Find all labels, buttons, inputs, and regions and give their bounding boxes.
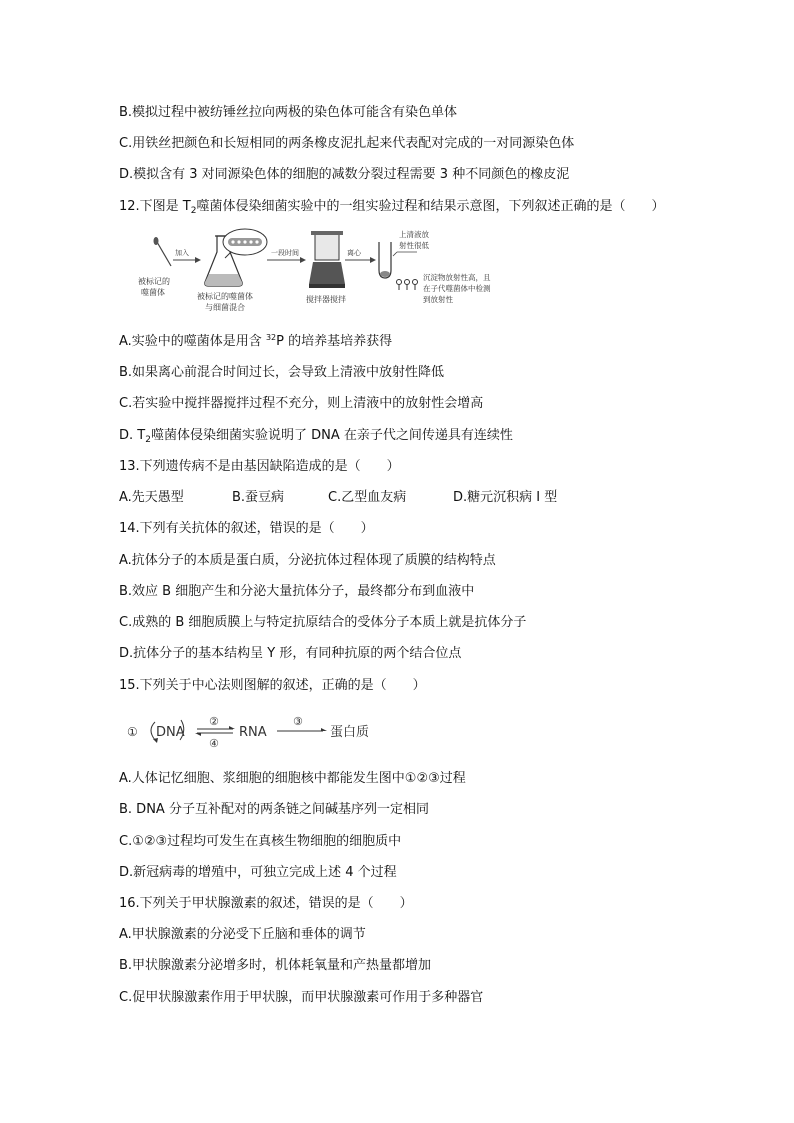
q16-option-a: A.甲状腺激素的分泌受下丘脑和垂体的调节 — [119, 927, 366, 942]
q16-option-b: B.甲状腺激素分泌增多时，机体耗氧量和产热量都增加 — [119, 958, 432, 973]
label-process-1: ① — [127, 725, 138, 739]
result-supernatant-1: 上清液放 — [399, 230, 429, 239]
result-precipitate-2: 在子代噬菌体中检测 — [423, 284, 491, 293]
label-process-2: ② — [209, 715, 219, 728]
label-blender: 搅拌器搅拌 — [306, 295, 346, 304]
q16-option-c: C.促甲状腺激素作用于甲状腺，而甲状腺激素可作用于多种器官 — [119, 990, 484, 1005]
q15-stem: 15.下列关于中心法则图解的叙述，正确的是（ ） — [119, 678, 426, 693]
q16-stem: 16.下列关于甲状腺激素的叙述，错误的是（ ） — [119, 896, 413, 911]
q12-option-c: C.若实验中搅拌器搅拌过程不充分，则上清液中的放射性会增高 — [119, 396, 484, 411]
q14-option-c: C.成熟的 B 细胞质膜上与特定抗原结合的受体分子本质上就是抗体分子 — [119, 615, 527, 630]
label-protein: 蛋白质 — [330, 725, 370, 740]
arrow-centrifuge-label: 离心 — [347, 249, 361, 257]
label-dna: DNA — [156, 725, 185, 740]
arrow-add-label: 加入 — [175, 249, 189, 257]
q12-stem: 12.下图是 $T_2$噬菌体侵染细菌实验中的一组实验过程和结果示意图，下列叙述正确的是（ ） — [119, 199, 665, 216]
q13-option-b: B.蚕豆病 — [232, 490, 285, 505]
result-precipitate-3: 到放射性 — [423, 295, 453, 304]
q15-option-c: C.①②③过程均可发生在真核生物细胞的细胞质中 — [119, 834, 402, 849]
q13-stem: 13.下列遗传病不是由基因缺陷造成的是（ ） — [119, 459, 400, 474]
phage-pipette-icon — [154, 237, 172, 266]
q15-option-a: A.人体记忆细胞、浆细胞的细胞核中都能发生图中①②③过程 — [119, 771, 466, 786]
q13-option-d: D.糖元沉积病 I 型 — [453, 490, 558, 505]
result-supernatant-2: 射性很低 — [399, 241, 429, 250]
label-process-4: ④ — [209, 737, 219, 750]
label-mix-1: 被标记的噬菌体 — [197, 292, 253, 301]
q13-option-a: A.先天愚型 — [119, 490, 184, 505]
label-process-3: ③ — [293, 715, 303, 728]
figure-phage-experiment — [135, 222, 535, 314]
label-rna: RNA — [239, 725, 267, 740]
q13-option-c: C.乙型血友病 — [328, 490, 407, 505]
q11-option-c: C.用铁丝把颜色和长短相同的两条橡皮泥扎起来代表配对完成的一对同源染色体 — [119, 136, 575, 151]
q12-option-a: A.实验中的噬菌体是用含 $^{32}$P 的培养基培养获得 — [119, 333, 393, 349]
bacteria-callout — [223, 229, 267, 258]
q12-option-b: B.如果离心前混合时间过长，会导致上清液中放射性降低 — [119, 365, 445, 380]
figure-central-dogma — [125, 710, 385, 752]
blender-icon — [309, 231, 345, 288]
result-precipitate-1: 沉淀物放射性高，且 — [423, 273, 491, 282]
test-tube-icon — [379, 242, 391, 278]
q11-option-b: B.模拟过程中被纺锤丝拉向两极的染色体可能含有染色单体 — [119, 105, 458, 120]
q14-option-b: B.效应 B 细胞产生和分泌大量抗体分子，最终都分布到血液中 — [119, 584, 475, 599]
label-phage-2: 噬菌体 — [141, 288, 165, 297]
q14-stem: 14.下列有关抗体的叙述，错误的是（ ） — [119, 521, 374, 536]
q11-option-d: D.模拟含有 3 对同源染色体的细胞的减数分裂过程需要 3 种不同颜色的橡皮泥 — [119, 167, 570, 182]
q14-option-a: A.抗体分子的本质是蛋白质，分泌抗体过程体现了质膜的结构特点 — [119, 553, 496, 568]
progeny-phage-icons — [397, 280, 418, 291]
arrow-time-label: 一段时间 — [271, 249, 299, 257]
q12-option-d: D. $T_2$噬菌体侵染细菌实验说明了 DNA 在亲子代之间传递具有连续性 — [119, 428, 513, 445]
label-phage-1: 被标记的 — [138, 277, 170, 286]
label-mix-2: 与细菌混合 — [205, 303, 245, 312]
q15-option-d: D.新冠病毒的增殖中，可独立完成上述 4 个过程 — [119, 865, 397, 880]
q14-option-d: D.抗体分子的基本结构呈 Y 形，有同种抗原的两个结合位点 — [119, 646, 462, 661]
q15-option-b: B. DNA 分子互补配对的两条链之间碱基序列一定相同 — [119, 802, 429, 817]
